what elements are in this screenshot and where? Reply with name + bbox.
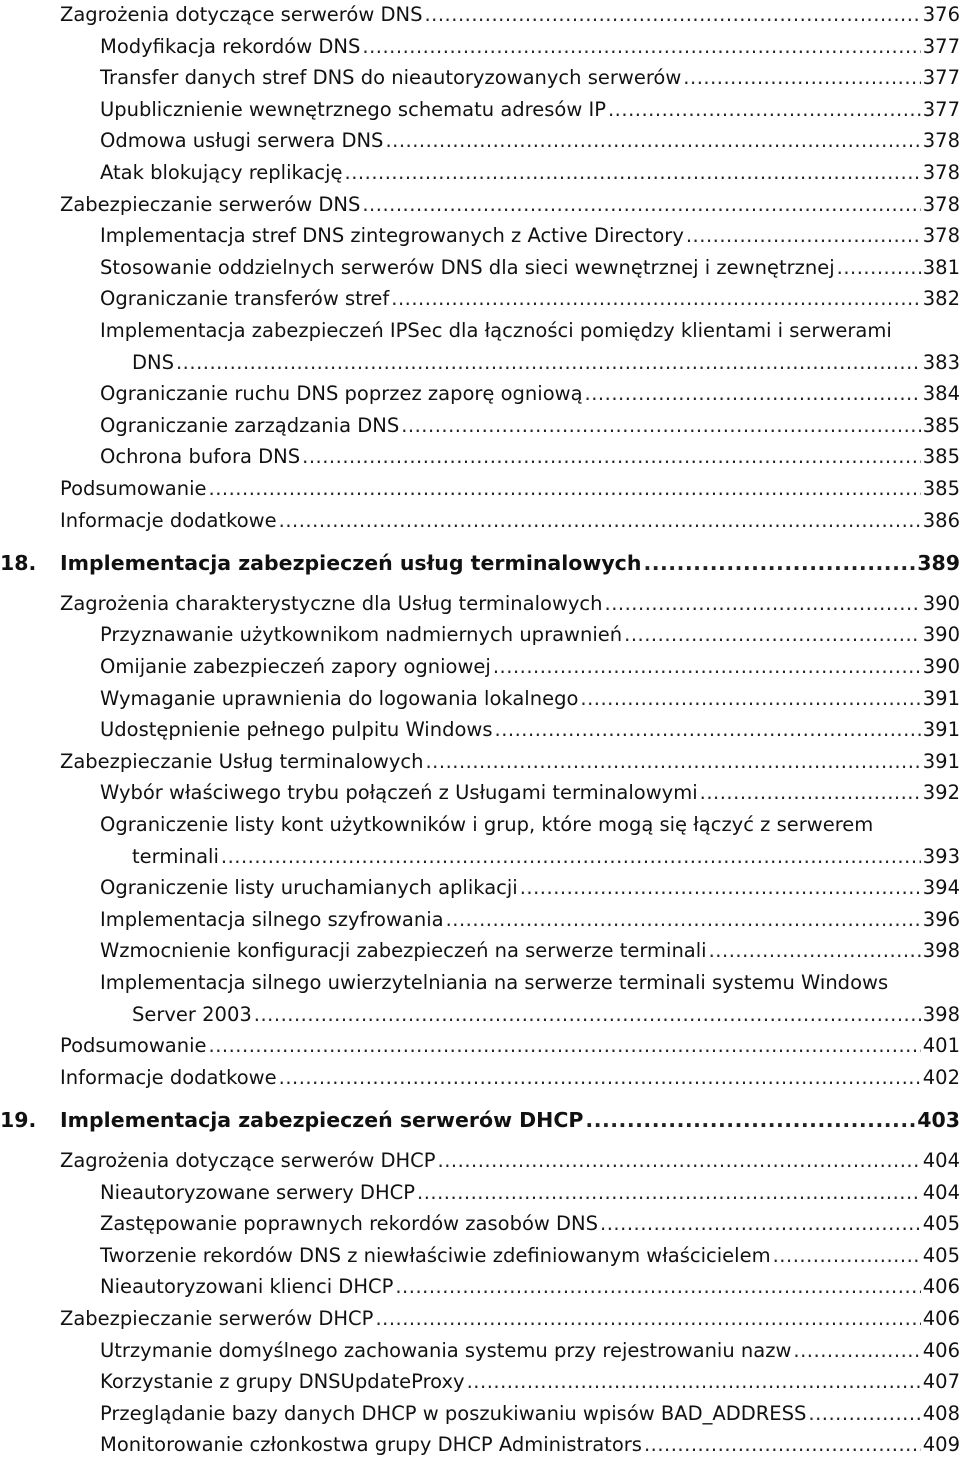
entry-page-number: 392 (922, 781, 960, 805)
entry-title: Podsumowanie (60, 477, 207, 500)
toc-entry-continuation (132, 1000, 960, 1030)
entry-leader-dots (425, 747, 920, 777)
entry-page-number: 378 (922, 161, 960, 184)
entry-page-number: 409 (922, 1433, 960, 1457)
entry-title: Ograniczenie listy uruchamianych aplikacji (100, 876, 518, 900)
entry-title: Stosowanie oddzielnych serwerów DNS dla sieci wewnętrznej i zewnętrznej (100, 255, 835, 279)
entry-title: Zabezpieczanie serwerów DHCP (60, 1307, 374, 1330)
entry-title: Server 2003 (132, 1002, 252, 1026)
entry-page-number: 378 (922, 192, 960, 216)
subsection-entry (100, 620, 960, 650)
entry-leader-dots (467, 1367, 921, 1397)
entry-page-number: 396 (922, 907, 960, 931)
entry-page-number: 398 (922, 1002, 960, 1026)
toc-entry-continuation (132, 842, 960, 872)
section-entry (60, 589, 960, 619)
entry-title: Ograniczanie transferów stref (100, 287, 390, 311)
chapter-heading (0, 547, 960, 579)
entry-page-number: 381 (922, 255, 960, 279)
entry-leader-dots (375, 1304, 920, 1334)
entry-title: Implementacja stref DNS zintegrowanych z Active Directory (100, 224, 684, 248)
entry-leader-dots (495, 715, 921, 745)
subsection-entry (100, 126, 960, 156)
entry-page-number: 407 (922, 1370, 960, 1394)
section-entry (60, 747, 960, 777)
chapter-number: 18. (0, 551, 37, 576)
entry-leader-dots (608, 95, 921, 125)
entry-page-number: 376 (922, 3, 960, 26)
subsection-entry (100, 778, 960, 808)
subsection-entry (100, 1272, 960, 1302)
subsection-entry (100, 1399, 960, 1429)
entry-page-number: 406 (922, 1307, 960, 1330)
entry-leader-dots (493, 652, 921, 682)
entry-leader-dots (446, 905, 921, 935)
subsection-entry (100, 1367, 960, 1397)
entry-title: Wzmocnienie konfiguracji zabezpieczeń na serwerze terminali (100, 939, 707, 963)
chapter-page-number: 389 (917, 551, 960, 576)
section-entry (60, 0, 960, 30)
entry-title: Transfer danych stref DNS do nieautoryzowanych serwerów (100, 66, 682, 90)
subsection-entry (100, 652, 960, 682)
entry-title: Monitorowanie członkostwa grupy DHCP Administrators (100, 1433, 642, 1457)
entry-page-number: 391 (922, 718, 960, 742)
entry-leader-dots (644, 1430, 921, 1460)
entry-leader-dots (209, 1031, 921, 1061)
subsection-entry (100, 32, 960, 62)
section-entry (60, 506, 960, 536)
entry-title: Zabezpieczanie Usług terminalowych (60, 749, 424, 773)
entry-page-number: 377 (922, 97, 960, 121)
subsection-entry (100, 95, 960, 125)
entry-leader-dots (176, 348, 921, 378)
entry-leader-dots (401, 411, 921, 441)
entry-leader-dots (362, 190, 920, 220)
entry-title: Odmowa usługi serwera DNS (100, 129, 384, 153)
entry-title: Wymaganie uprawnienia do logowania lokalnego (100, 686, 579, 710)
entry-leader-dots (438, 1146, 921, 1176)
entry-title: Ograniczanie ruchu DNS poprzez zaporę ogniową (100, 382, 583, 406)
entry-leader-dots (773, 1241, 921, 1271)
entry-page-number: 390 (922, 655, 960, 678)
entry-leader-dots (254, 1000, 921, 1030)
subsection-entry (100, 715, 960, 745)
entry-title: Podsumowanie (60, 1034, 207, 1058)
subsection-entry (100, 873, 960, 903)
entry-page-number: 378 (922, 224, 960, 248)
subsection-entry (100, 1178, 960, 1208)
entry-leader-dots (600, 1209, 921, 1239)
entry-page-number: 377 (922, 66, 960, 90)
entry-page-number: 385 (922, 445, 960, 469)
entry-leader-dots (385, 126, 920, 156)
entry-title: Informacje dodatkowe (60, 508, 277, 532)
entry-page-number: 384 (922, 382, 960, 406)
entry-page-number: 391 (922, 686, 960, 710)
section-entry (60, 1304, 960, 1334)
entry-title: Atak blokujący replikację (100, 161, 343, 184)
entry-title: Zagrożenia charakterystyczne dla Usług terminalowych (60, 591, 603, 615)
entry-leader-dots (417, 1178, 921, 1208)
entry-page-number: 404 (922, 1149, 960, 1172)
section-entry (60, 1031, 960, 1061)
entry-page-number: 390 (922, 623, 960, 647)
entry-title: terminali (132, 844, 219, 868)
entry-title: Nieautoryzowane serwery DHCP (100, 1180, 415, 1204)
subsection-entry (100, 253, 960, 283)
entry-page-number: 377 (922, 34, 960, 58)
section-entry (60, 190, 960, 220)
subsection-entry (100, 379, 960, 409)
entry-page-number: 398 (922, 939, 960, 963)
entry-page-number: 405 (922, 1243, 960, 1267)
chapter-page-number: 403 (917, 1108, 960, 1133)
entry-title: Omijanie zabezpieczeń zapory ogniowej (100, 655, 491, 678)
toc-entry-line: Implementacja silnego uwierzytelniania na serwerze terminali systemu Windows (100, 971, 889, 994)
entry-leader-dots (395, 1272, 920, 1302)
entry-leader-dots (686, 221, 921, 251)
entry-title: Ograniczanie zarządzania DNS (100, 413, 400, 437)
chapter-leader-dots (585, 1104, 915, 1136)
entry-page-number: 390 (922, 591, 960, 615)
entry-leader-dots (624, 620, 921, 650)
entry-page-number: 408 (922, 1401, 960, 1425)
subsection-entry (100, 221, 960, 251)
entry-page-number: 378 (922, 129, 960, 153)
entry-leader-dots (520, 873, 921, 903)
toc-entry-line: Implementacja zabezpieczeń IPSec dla łączności pomiędzy klientami i serwerami (100, 319, 892, 342)
chapter-heading (0, 1104, 960, 1136)
entry-leader-dots (279, 506, 921, 536)
entry-leader-dots (362, 32, 920, 62)
entry-leader-dots (424, 0, 920, 30)
entry-leader-dots (391, 284, 921, 314)
entry-title: Utrzymanie domyślnego zachowania systemu przy rejestrowaniu nazw (100, 1338, 792, 1362)
chapter-leader-dots (643, 547, 915, 579)
entry-leader-dots (683, 63, 920, 93)
subsection-entry (100, 684, 960, 714)
entry-title: Modyfikacja rekordów DNS (100, 34, 361, 58)
entry-leader-dots (345, 158, 921, 188)
entry-title: Zabezpieczanie serwerów DNS (60, 192, 361, 216)
section-entry (60, 1146, 960, 1176)
entry-title: Udostępnienie pełnego pulpitu Windows (100, 718, 493, 742)
entry-leader-dots (700, 778, 921, 808)
entry-leader-dots (793, 1336, 920, 1366)
subsection-entry (100, 411, 960, 441)
entry-title: Ochrona bufora DNS (100, 445, 301, 469)
entry-page-number: 385 (922, 413, 960, 437)
entry-title: Wybór właściwego trybu połączeń z Usługami terminalowymi (100, 781, 698, 805)
entry-leader-dots (580, 684, 920, 714)
entry-page-number: 405 (922, 1212, 960, 1236)
entry-title: Zagrożenia dotyczące serwerów DNS (60, 3, 423, 26)
entry-page-number: 394 (922, 876, 960, 900)
subsection-entry (100, 936, 960, 966)
entry-page-number: 383 (922, 350, 960, 374)
entry-title: Korzystanie z grupy DNSUpdateProxy (100, 1370, 465, 1394)
entry-title: DNS (132, 350, 174, 374)
entry-leader-dots (709, 936, 921, 966)
entry-page-number: 382 (922, 287, 960, 311)
subsection-entry (100, 1430, 960, 1460)
entry-leader-dots (221, 842, 921, 872)
subsection-entry (100, 1336, 960, 1366)
entry-leader-dots (837, 253, 921, 283)
entry-title: Przyznawanie użytkownikom nadmiernych uprawnień (100, 623, 623, 647)
entry-leader-dots (808, 1399, 920, 1429)
entry-page-number: 391 (922, 749, 960, 773)
subsection-entry (100, 158, 960, 188)
entry-leader-dots (605, 589, 921, 619)
entry-leader-dots (209, 474, 921, 504)
entry-title: Implementacja silnego szyfrowania (100, 907, 444, 931)
chapter-title: Implementacja zabezpieczeń usług terminalowych (60, 551, 642, 576)
entry-leader-dots (279, 1063, 921, 1093)
entry-page-number: 385 (922, 477, 960, 500)
subsection-entry (100, 63, 960, 93)
chapter-number: 19. (0, 1108, 37, 1133)
entry-page-number: 406 (922, 1338, 960, 1362)
entry-title: Nieautoryzowani klienci DHCP (100, 1275, 394, 1299)
entry-page-number: 404 (922, 1180, 960, 1204)
subsection-entry (100, 1241, 960, 1271)
entry-page-number: 406 (922, 1275, 960, 1299)
entry-title: Informacje dodatkowe (60, 1065, 277, 1089)
entry-title: Tworzenie rekordów DNS z niewłaściwie zdefiniowanym właścicielem (100, 1243, 771, 1267)
entry-title: Zastępowanie poprawnych rekordów zasobów DNS (100, 1212, 599, 1236)
subsection-entry (100, 1209, 960, 1239)
entry-title: Zagrożenia dotyczące serwerów DHCP (60, 1149, 436, 1172)
subsection-entry (100, 905, 960, 935)
section-entry (60, 474, 960, 504)
entry-page-number: 393 (922, 844, 960, 868)
entry-leader-dots (585, 379, 921, 409)
subsection-entry (100, 442, 960, 472)
toc-entry-line: Ograniczenie listy kont użytkowników i grup, które mogą się łączyć z serwerem (100, 813, 874, 836)
entry-title: Przeglądanie bazy danych DHCP w poszukiwaniu wpisów BAD_ADDRESS (100, 1401, 807, 1425)
section-entry (60, 1063, 960, 1093)
entry-page-number: 386 (922, 508, 960, 532)
entry-leader-dots (302, 442, 921, 472)
toc-entry-continuation (132, 348, 960, 378)
chapter-title: Implementacja zabezpieczeń serwerów DHCP (60, 1108, 584, 1133)
subsection-entry (100, 284, 960, 314)
entry-page-number: 401 (922, 1034, 960, 1058)
entry-page-number: 402 (922, 1065, 960, 1089)
entry-title: Upublicznienie wewnętrznego schematu adresów IP (100, 97, 606, 121)
